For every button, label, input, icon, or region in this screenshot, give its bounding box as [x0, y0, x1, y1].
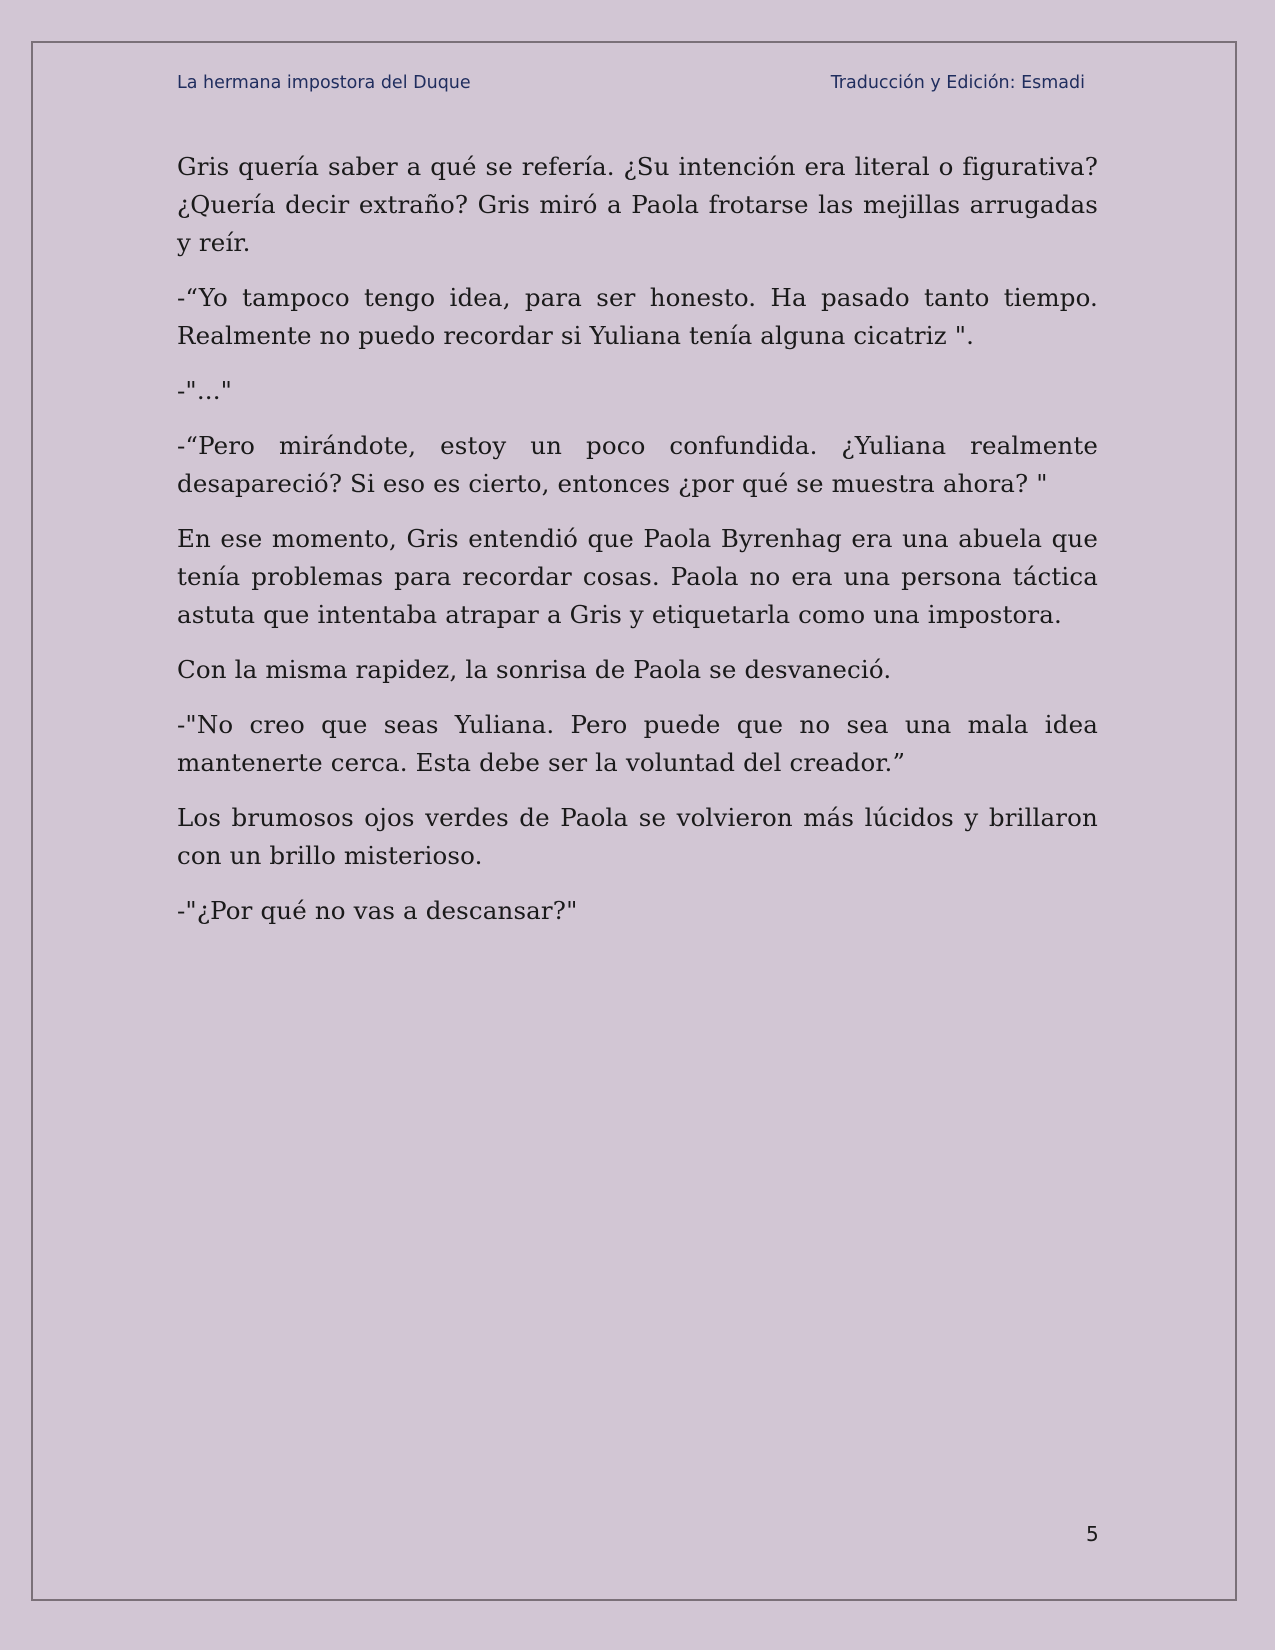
paragraph: Gris quería saber a qué se refería. ¿Su intención era literal o figurativa? ¿Quería decir extraño? Gris miró a Paola frotarse las mejillas arrugadas y reír. [177, 152, 1098, 257]
paragraph: Con la misma rapidez, la sonrisa de Paola se desvaneció. [177, 655, 892, 684]
header-translation-credit: Traducción y Edición: Esmadi [830, 73, 1085, 93]
document-body [177, 148, 1098, 947]
paragraph: -"..." [177, 376, 233, 405]
paragraph: Los brumosos ojos verdes de Paola se volvieron más lúcidos y brillaron con un brillo misterioso. [177, 803, 1098, 870]
paragraph: -“Pero mirándote, estoy un poco confundida. ¿Yuliana realmente desapareció? Si eso es cierto, entonces ¿por qué se muestra ahora? " [177, 431, 1098, 498]
paragraph: En ese momento, Gris entendió que Paola Byrenhag era una abuela que tenía problemas para recordar cosas. Paola no era una persona táctica astuta que intentaba atrapar a Gris y etiquetarla como una impostora. [177, 524, 1098, 629]
paragraph: -“Yo tampoco tengo idea, para ser honesto. Ha pasado tanto tiempo. Realmente no puedo recordar si Yuliana tenía alguna cicatriz ". [177, 283, 1098, 350]
page-number: 5 [1086, 1522, 1099, 1546]
paragraph: -"No creo que seas Yuliana. Pero puede que no sea una mala idea mantenerte cerca. Esta debe ser la voluntad del creador.” [177, 710, 1098, 777]
header-book-title: La hermana impostora del Duque [177, 73, 471, 93]
paragraph: -"¿Por qué no vas a descansar?" [177, 896, 578, 925]
